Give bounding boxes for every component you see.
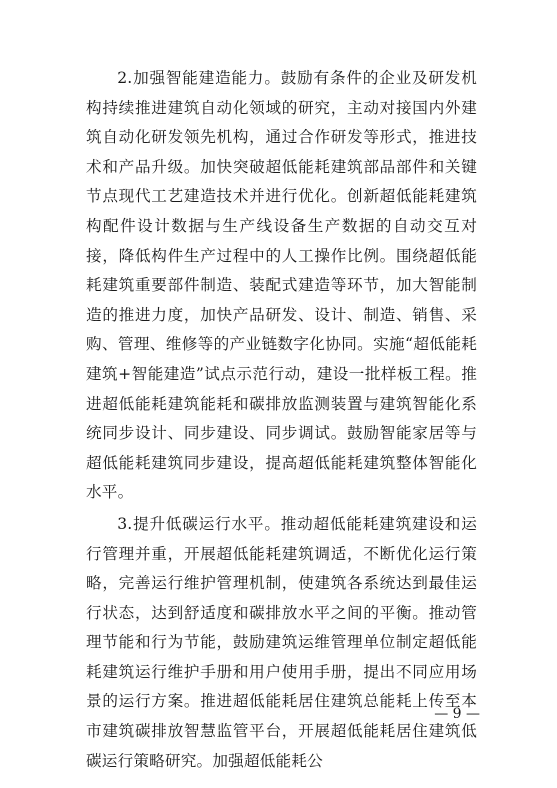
paragraph-low-carbon-operation: 3.提升低碳运行水平。推动超低能耗建筑建设和运行管理并重，开展超低能耗建筑调适，不断优化运行策略，完善运行维护管理机制，使建筑各系统达到最佳运行状态，达到舒适度和碳排放水平之间的平衡。推动管理节能和行为节能，鼓励建筑运维管理单位制定超低能耗建筑运行维护手册和用户使用手册，提出不同应用场景的运行方案。推进超低能耗居住建筑总能耗上传至本市建筑碳排放智慧监管平台，开展超低能耗居住建筑低碳运行策略研究。加强超低能耗公 bbox=[86, 514, 477, 770]
document-body bbox=[86, 64, 477, 776]
paragraph-intelligent-construction: 2.加强智能建造能力。鼓励有条件的企业及研发机构持续推进建筑自动化领域的研究，主动对接国内外建筑自动化研发领先机构，通过合作研发等形式，推进技术和产品升级。加快突破超低能耗建筑部品部件和关键节点现代工艺建造技术并进行优化。创新超低能耗建筑构配件设计数据与生产线设备生产数据的自动交互对接，降低构件生产过程中的人工操作比例。围绕超低能耗建筑重要部件制造、装配式建造等环节，加大智能制造的推进力度，加快产品研发、设计、制造、销售、采购、管理、维修等的产业链数字化协同。实施“超低能耗建筑+智能建造”试点示范行动，建设一批样板工程。推进超低能耗建筑能耗和碳排放监测装置与建筑智能化系统同步设计、同步建设、同步调试。鼓励智能家居等与超低能耗建筑同步建设，提高超低能耗建筑整体智能化水平。 bbox=[86, 69, 477, 502]
page-number: — 9 — bbox=[434, 706, 480, 722]
